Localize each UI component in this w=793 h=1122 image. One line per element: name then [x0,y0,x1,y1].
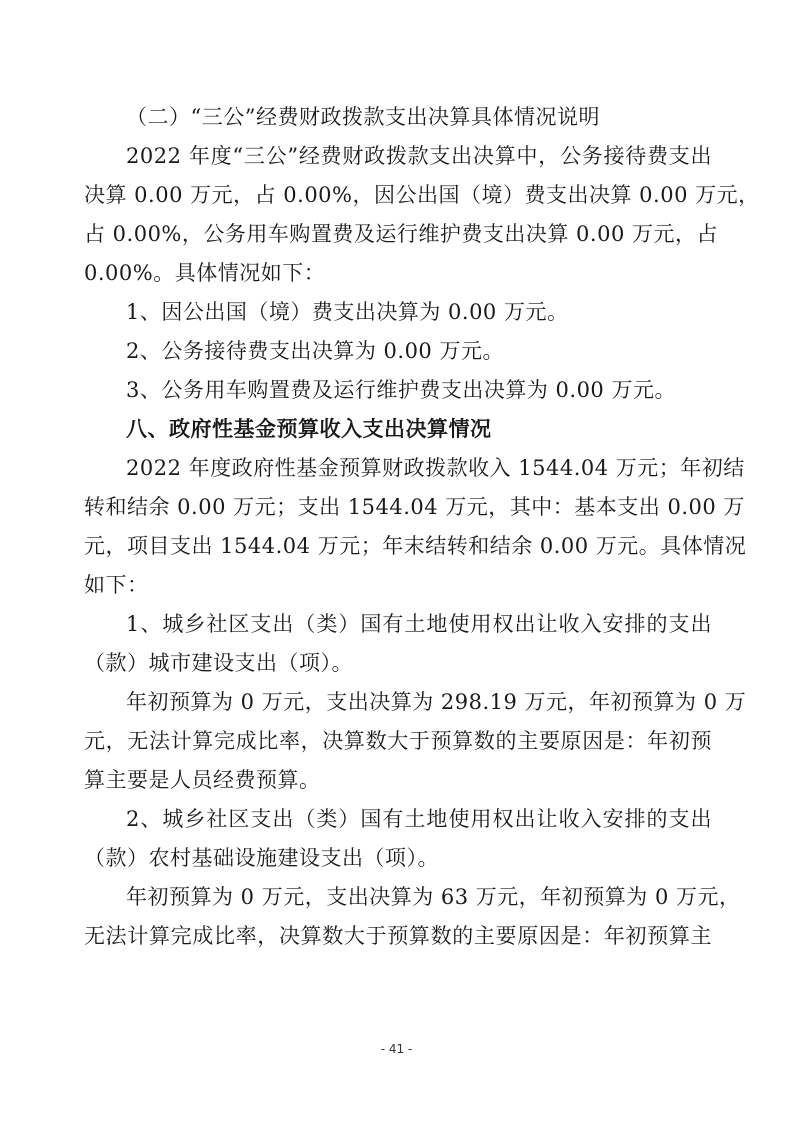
document-page [84,98,760,956]
paragraph-line: 年初预算为 0 万元，支出决算为 298.19 万元，年初预算为 0 万 [126,690,747,714]
item-vehicles-paragraph [84,371,712,410]
item-2-detail-paragraph [84,878,741,956]
item-reception-paragraph [84,332,712,371]
paragraph-line: 2022 年度政府性基金预算财政拨款收入 1544.04 万元；年初结 [126,456,745,480]
paragraph-line: 2、城乡社区支出（类）国有土地使用权出让收入安排的支出 [126,807,712,831]
paragraph-line: 元，无法计算完成比率，决算数大于预算数的主要原因是：年初预 [84,729,712,753]
paragraph-line: 转和结余 0.00 万元；支出 1544.04 万元，其中：基本支出 0.00 万 [84,495,745,519]
fund-summary-paragraph [84,449,747,605]
paragraph-line: 算主要是人员经费预算。 [84,768,321,792]
paragraph-line: 3、公务用车购置费及运行维护费支出决算为 0.00 万元。 [126,378,676,402]
section-heading [84,410,712,449]
paragraph-line: 2022 年度“三公”经费财政拨款支出决算中，公务接待费支出 [126,144,712,168]
subsection-title-line: （二）“三公”经费财政拨款支出决算具体情况说明 [126,105,600,129]
paragraph-line: 占 0.00%，公务用车购置费及运行维护费支出决算 0.00 万元，占 [84,222,718,246]
paragraph-line: 年初预算为 0 万元，支出决算为 63 万元，年初预算为 0 万元， [126,885,741,909]
paragraph-line: 1、城乡社区支出（类）国有土地使用权出让收入安排的支出 [126,612,712,636]
page-number: - 41 - [380,1042,413,1056]
paragraph-line: （款）城市建设支出（项）。 [84,651,353,675]
paragraph-line: 无法计算完成比率，决算数大于预算数的主要原因是：年初预算主 [84,924,712,948]
item-1-detail-paragraph [84,683,747,800]
paragraph-line: 1、因公出国（境）费支出决算为 0.00 万元。 [126,300,569,324]
paragraph-line: 如下： [84,573,149,597]
subsection-title [84,98,712,137]
item-abroad-paragraph [84,293,712,332]
paragraph-line: 决算 0.00 万元，占 0.00%，因公出国（境）费支出决算 0.00 万元， [84,183,760,207]
item-1-title-paragraph [84,605,712,683]
three-public-summary-paragraph [84,137,760,293]
section-heading-line: 八、政府性基金预算收入支出决算情况 [126,417,492,441]
paragraph-line: 0.00%。具体情况如下： [84,261,326,285]
paragraph-line: （款）农村基础设施建设支出（项）。 [84,846,439,870]
item-2-title-paragraph [84,800,712,878]
paragraph-line: 元，项目支出 1544.04 万元；年末结转和结余 0.00 万元。具体情况 [84,534,747,558]
paragraph-line: 2、公务接待费支出决算为 0.00 万元。 [126,339,504,363]
